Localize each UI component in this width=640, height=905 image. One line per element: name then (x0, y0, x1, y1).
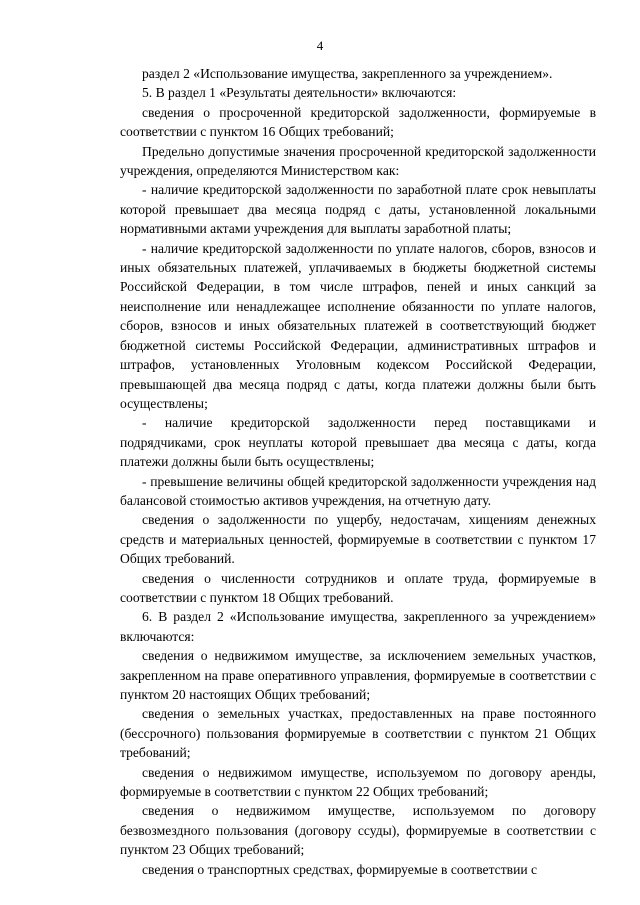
paragraph: сведения о задолженности по ущербу, недостачам, хищениям денежных средств и материальных ценностей, формируемые в соответствии с пунктом 17 Общих требований. (120, 512, 596, 567)
paragraph: сведения о недвижимом имуществе, используемом по договору аренды, формируемые в соответствии с пунктом 22 Общих требований; (120, 764, 596, 800)
paragraph: - наличие кредиторской задолженности перед поставщиками и подрядчиками, срок неуплаты которой превышает два месяца с даты, когда платежи должны были быть осуществлены; (120, 415, 596, 470)
paragraph: - превышение величины общей кредиторской задолженности учреждения над балансовой стоимостью активов учреждения, на отчетную дату. (120, 473, 596, 508)
paragraph: сведения о земельных участках, предоставленных на праве постоянного (бессрочного) пользования формируемые в соответствии с пунктом 21 Общих требований; (120, 706, 596, 761)
paragraph: сведения о недвижимом имуществе, за исключением земельных участков, закрепленном на праве оперативного управления, формируемые в соответствии с пунктом 20 настоящих Общих требований; (120, 648, 596, 702)
paragraph: Предельно допустимые значения просроченной кредиторской задолженности учреждения, определяются Министерством как: (120, 143, 596, 179)
paragraph: сведения о транспортных средствах, формируемые в соответствии с (142, 861, 538, 877)
paragraph: сведения о численности сотрудников и оплате труда, формируемые в соответствии с пунктом 18 Общих требований. (120, 570, 596, 605)
paragraph: - наличие кредиторской задолженности по уплате налогов, сборов, взносов и иных обязательных платежей, уплачиваемых в бюджеты бюджетной системы Российской Федерации, в том числе штрафов, пеней и иных санкций за неисполнение или ненадлежащее исполнение обязанности по уплате налогов, сборов, взносов и иных обязательных платежей в соответствующий бюджет бюджетной системы Российской Федерации, административных штрафов и штрафов, установленных Уголовным кодексом Российской Федерации, превышающей два месяца подряд с даты, когда платежи должны были быть осуществлены; (120, 240, 596, 411)
paragraph: 5. В раздел 1 «Результаты деятельности» включаются: (142, 85, 457, 101)
paragraph: - наличие кредиторской задолженности по заработной плате срок невыплаты которой превышает два месяца подряд с даты, установленной локальными нормативными актами учреждения для выплаты заработной платы; (120, 182, 596, 237)
paragraph: раздел 2 «Использование имущества, закрепленного за учреждением». (142, 66, 553, 81)
paragraph: сведения о недвижимом имуществе, используемом по договору безвозмездного пользования (договору ссуды), формируемые в соответствии с пунктом 23 Общих требований; (120, 803, 596, 858)
paragraph: 6. В раздел 2 «Использование имущества, закрепленного за учреждением» включаются: (120, 609, 596, 644)
document-body (120, 64, 596, 879)
page-number: 4 (316, 38, 324, 53)
paragraph: сведения о просроченной кредиторской задолженности, формируемые в соответствии с пунктом 16 Общих требований; (120, 104, 596, 140)
